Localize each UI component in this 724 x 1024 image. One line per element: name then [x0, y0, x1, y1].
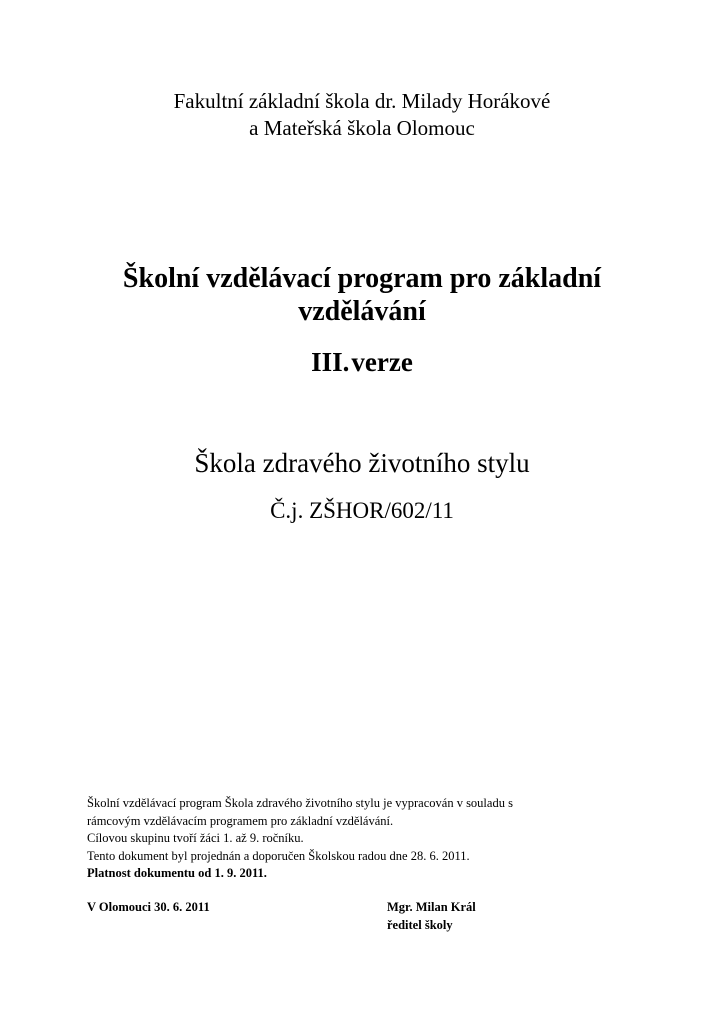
- signatory: [387, 899, 476, 934]
- program-subtitle: Škola zdravého životního stylu: [194, 448, 530, 478]
- signatory-role: ředitel školy: [387, 917, 453, 932]
- notes-line: Cílovou skupinu tvoří žáci 1. až 9. ročníku.: [87, 831, 304, 845]
- school-name: [0, 88, 724, 142]
- notes-line: rámcovým vzdělávacím programem pro základní vzdělávání.: [87, 813, 394, 828]
- signatory-name: Mgr. Milan Král: [387, 900, 476, 914]
- program-title-line2: vzdělávání: [298, 296, 426, 327]
- place-and-date: V Olomouci 30. 6. 2011: [87, 900, 210, 914]
- program-title-line1: Školní vzdělávací program pro základní: [122, 263, 602, 294]
- notes-line: Tento dokument byl projednán a doporučen Školskou radou dne 28. 6. 2011.: [87, 848, 470, 863]
- version-label: [0, 346, 724, 378]
- version-word: verze: [351, 347, 413, 377]
- document-notes: [87, 795, 647, 883]
- version-number: III.: [311, 347, 350, 377]
- validity-date: Platnost dokumentu od 1. 9. 2011.: [87, 866, 267, 880]
- notes-line: Školní vzdělávací program Škola zdravého životního stylu je vypracován v souladu s: [87, 796, 513, 810]
- program-title: [0, 262, 724, 328]
- school-name-line1: Fakultní základní škola dr. Milady Horákové: [173, 89, 551, 113]
- reference-number: Č.j. ZŠHOR/602/11: [270, 498, 454, 523]
- school-name-line2: a Mateřská škola Olomouc: [249, 116, 475, 140]
